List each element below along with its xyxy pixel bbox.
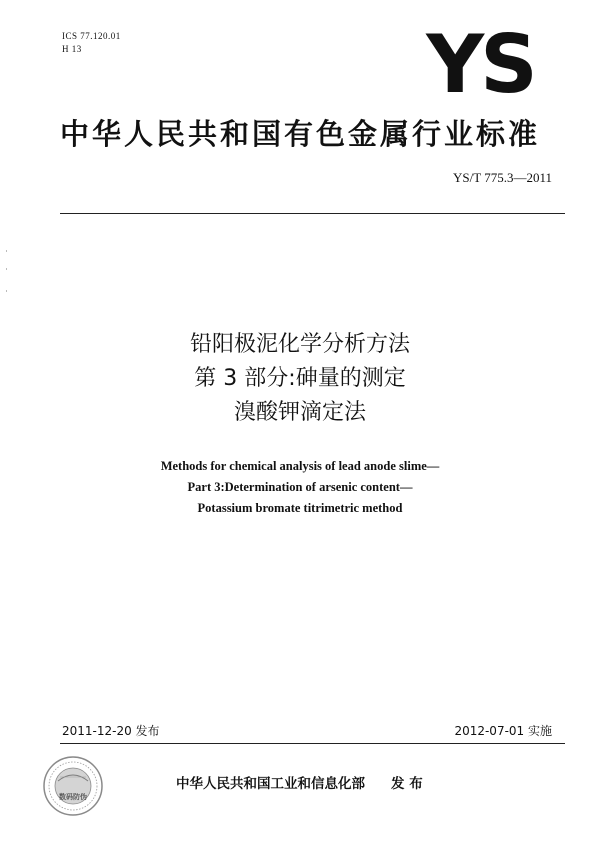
seal-text: 数码防伪 <box>59 793 87 801</box>
issue-date: 2011-12-20 发布 <box>62 724 160 738</box>
english-title-line-3: Potassium bromate titrimetric method <box>197 501 403 515</box>
scan-edge-marks <box>6 250 8 310</box>
ics-code: ICS 77.120.01 <box>62 31 121 41</box>
issuer-name: 中华人民共和国工业和信息化部 <box>176 776 365 792</box>
bottom-divider <box>60 743 565 744</box>
issuing-authority <box>176 772 423 792</box>
english-title-line-1: Methods for chemical analysis of lead anode slime— <box>160 459 440 473</box>
english-title-line-2: Part 3:Determination of arsenic content— <box>187 480 413 494</box>
ys-logo-text: YS <box>426 26 534 98</box>
standard-number: YS/T 775.3—2011 <box>453 170 552 185</box>
classification-codes <box>62 30 121 56</box>
english-title-block <box>0 456 600 519</box>
issuer-action: 发 布 <box>391 776 423 792</box>
implementation-date: 2012-07-01 实施 <box>454 724 552 738</box>
chinese-title-line-2: 第 3 部分:砷量的测定 <box>194 366 406 391</box>
ys-logo <box>425 26 535 98</box>
industry-standard-title: 中华人民共和国有色金属行业标准 <box>60 117 541 151</box>
ccs-code: H 13 <box>62 44 82 54</box>
top-divider <box>60 213 565 214</box>
anti-counterfeit-seal-icon <box>42 755 104 817</box>
chinese-title-line-1: 铅阳极泥化学分析方法 <box>189 332 410 357</box>
chinese-title-line-3: 溴酸钾滴定法 <box>233 400 366 425</box>
chinese-title-block <box>0 328 600 430</box>
